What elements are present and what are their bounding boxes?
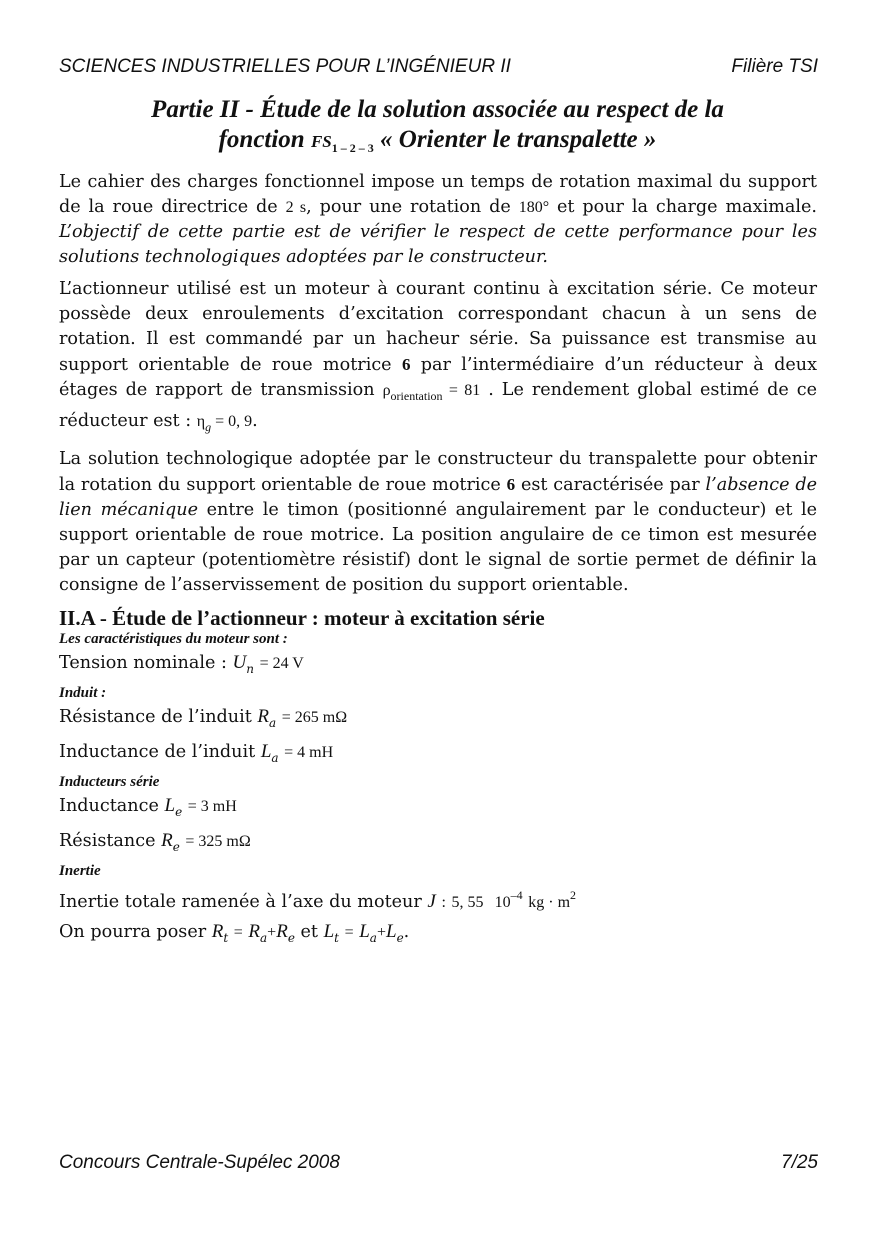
re2-subscript: e [287, 931, 295, 945]
la-subscript: a [271, 751, 279, 765]
paragraph-2 [59, 277, 817, 440]
inducteurs-label: Inducteurs série [59, 774, 160, 790]
part-title-line-1: Partie II - Étude de la solution associée au respect de la [151, 96, 724, 123]
inertia-text: Inertie totale ramenée à l’axe du moteur [59, 892, 422, 912]
le2-subscript: e [396, 931, 404, 945]
inertie-label: Inertie [59, 863, 101, 879]
para3-text-3: entre le timon (positionné angulairement par le conducteur) et le support orientable de roue motrice. La position angulaire de ce timon est mesurée par un capteur (potentiomètre résistif) dont le signal de sortie permet de définir la consigne de l’asservissement de position du support orientable. [59, 500, 818, 595]
re2-symbol: R [276, 921, 288, 942]
para3-text-1: La solution technologique adoptée par le constructeur du transpalette pour obtenir la rotation du support orientable de roue motrice [59, 449, 817, 495]
inertia-exponent: –4 [510, 888, 523, 902]
eta-value: = 0, 9 [215, 413, 253, 430]
ra2-symbol: R [248, 921, 261, 942]
paragraph-3 [59, 447, 817, 598]
title-fonction-word: fonction [218, 126, 305, 153]
rt-equals: = [233, 924, 243, 941]
para1-objective: L’objectif de cette partie est de vérifier le respect de cette performance pour les solutions technologiques adoptées par le constructeur. [59, 222, 817, 267]
le-value: = 3 mH [187, 798, 237, 815]
inertia-power-base: 10 [494, 894, 511, 911]
le-line [59, 793, 817, 825]
rho-symbol: ρ [382, 382, 391, 399]
para1-angle-value: 180° [518, 199, 550, 216]
para1-text-2: , pour une rotation de [306, 197, 511, 217]
title-function-name: « Orienter le transpalette » [380, 126, 657, 153]
lt-plus: + [376, 924, 386, 941]
ratio-formula [382, 382, 481, 403]
inertia-symbol: J [427, 891, 436, 912]
tension-subscript: n [246, 662, 254, 676]
ra-value: = 265 mΩ [281, 709, 348, 726]
para2-text-3: . Le rendement global estimé de ce réducteur est : [59, 380, 818, 431]
rt-symbol: R [211, 921, 224, 942]
efficiency-formula [196, 413, 253, 434]
rt-plus: + [267, 924, 277, 941]
title-function-subscript: 1 – 2 – 3 [331, 141, 374, 155]
re-subscript: e [172, 840, 180, 854]
ra-line [59, 704, 817, 736]
section-title: II.A - Étude de l’actionneur : moteur à excitation série [59, 606, 545, 630]
paragraph-1 [59, 170, 817, 270]
le2-symbol: L [385, 921, 397, 942]
ra2-subscript: a [260, 931, 268, 945]
tension-symbol: U [232, 652, 247, 673]
rt-subscript: t [223, 931, 229, 945]
re-value: = 325 mΩ [185, 833, 251, 850]
inertia-unit-exponent: 2 [570, 888, 577, 902]
le-text: Inductance [59, 796, 159, 816]
pose-line [59, 919, 817, 951]
eta-subscript: g [205, 420, 212, 434]
para2-part-number: 6 [401, 355, 411, 374]
main-content [59, 170, 817, 954]
ra-text: Résistance de l’induit [59, 707, 252, 727]
pose-end: . [403, 922, 410, 942]
caracteristiques-label: Les caractéristiques du moteur sont : [59, 631, 288, 647]
la-symbol: L [260, 741, 272, 762]
lt-equals: = [344, 924, 354, 941]
para3-emphasis: l’absence de lien mécanique [59, 475, 818, 520]
rho-subscript: orientation [390, 389, 443, 403]
inertia-mantissa: 5, 55 [451, 894, 484, 911]
tension-text: Tension nominale : [59, 653, 227, 673]
header-subject: SCIENCES INDUSTRIELLES POUR L’INGÉNIEUR II [59, 56, 511, 77]
inertia-line [59, 882, 817, 916]
le-subscript: e [175, 805, 183, 819]
lt-subscript: t [334, 931, 339, 945]
footer-contest: Concours Centrale-Supélec 2008 [59, 1152, 340, 1173]
para2-text-1: L’actionneur utilisé est un moteur à courant continu à excitation série. Ce moteur possède deux enroulements d’excitation correspondant chacun à un sens de rotation. Il est commandé par un hacheur série. Sa puissance est transmise au support orientable de roue motrice [59, 279, 817, 375]
para3-part-number: 6 [506, 475, 516, 494]
tension-line [59, 650, 817, 682]
para1-text-1: Le cahier des charges fonctionnel impose un temps de rotation maximal du support de la roue directrice de [59, 172, 817, 217]
para1-time-value: 2 s [285, 199, 307, 216]
la2-subscript: a [369, 931, 377, 945]
part-title-line-2 [40, 125, 835, 163]
title-function-code: FS [310, 132, 332, 151]
re-text: Résistance [59, 831, 156, 851]
ra-symbol: R [257, 706, 270, 727]
re-line [59, 828, 817, 860]
header-track: Filière TSI [731, 56, 818, 77]
eta-symbol: η [196, 413, 206, 430]
la-line [59, 739, 817, 771]
re-symbol: R [161, 830, 173, 851]
pose-text: On pourra poser [59, 922, 207, 942]
para3-text-2: est caractérisée par [520, 475, 700, 495]
inertia-unit: kg · m [528, 894, 571, 911]
la-text: Inductance de l’induit [59, 742, 256, 762]
para2-text-2: par l’intermédiaire d’un réducteur à deux étages de rapport de transmission [59, 355, 818, 400]
tension-value: = 24 V [259, 655, 304, 672]
page-number: 7/25 [781, 1152, 818, 1173]
lt-symbol: L [323, 921, 335, 942]
et-word: et [300, 922, 318, 942]
para2-end: . [252, 411, 258, 431]
le-symbol: L [164, 795, 176, 816]
induit-label: Induit : [59, 685, 107, 701]
inertia-colon: : [441, 894, 446, 911]
la2-symbol: L [359, 921, 370, 942]
la-value: = 4 mH [284, 744, 334, 761]
para1-text-3: et pour la charge maximale. [556, 197, 818, 217]
ra-subscript: a [269, 716, 277, 730]
rho-value: = 81 [448, 382, 481, 399]
